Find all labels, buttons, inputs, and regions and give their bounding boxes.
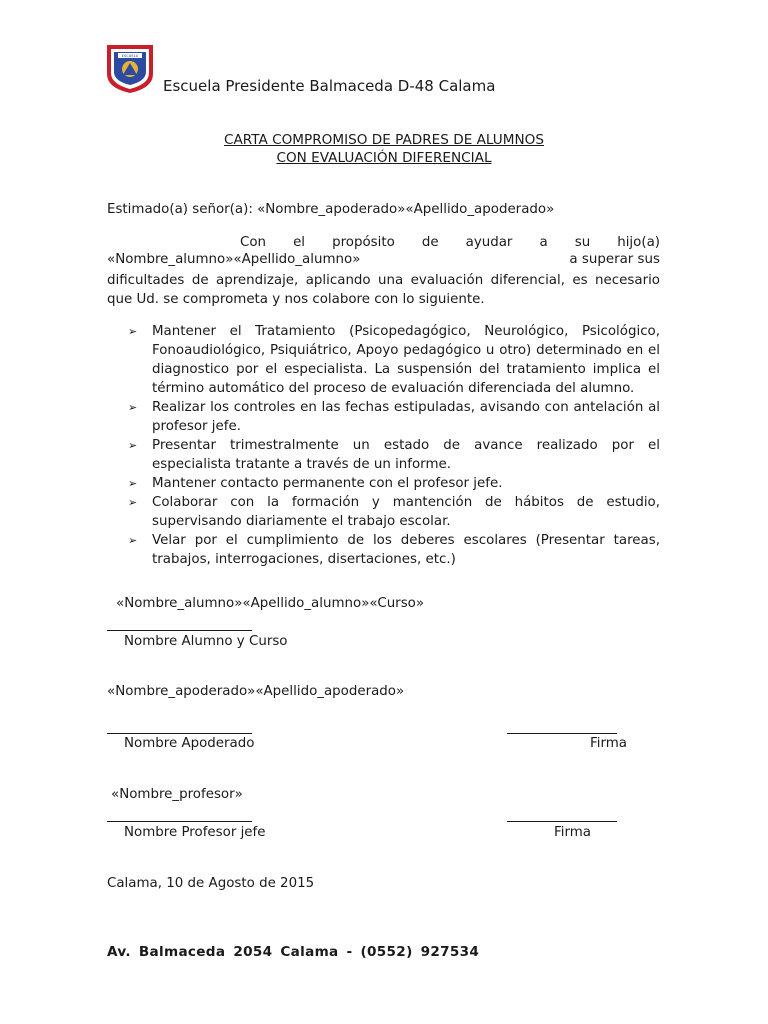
student-signature-line bbox=[107, 630, 252, 631]
teacher-firma-label: Firma bbox=[554, 825, 591, 840]
guardian-signature-line bbox=[107, 733, 252, 734]
commitment-item: ➢ Mantener el Tratamiento (Psicopedagógico, Neurológico, Psicológico, Fonoaudiológico, Psiquiátrico, Apoyo pedagógico u otro) determinado en el diagnostico por el especialista. La suspensión del tratamiento implica el término automático del proceso de evaluación diferenciada del alumno. bbox=[128, 324, 660, 396]
commitment-item: ➢ Velar por el cumplimiento de los deberes escolares (Presentar tareas, trabajos, interrogaciones, disertaciones, etc.) bbox=[128, 533, 660, 567]
logo-text: ESCUELA bbox=[121, 54, 139, 58]
footer-address: Av. Balmaceda 2054 Calama - (0552) 927534 bbox=[107, 944, 480, 960]
arrow-bullet-icon: ➢ bbox=[128, 534, 138, 547]
commitment-list bbox=[128, 322, 660, 569]
teacher-firma-line bbox=[507, 821, 617, 822]
commitment-item: ➢ Realizar los controles en las fechas estipuladas, avisando con antelación al profesor jefe. bbox=[128, 400, 660, 434]
intro-line-2-end: a superar sus bbox=[569, 252, 660, 267]
intro-line-1: Con el propósito de ayudar a su hijo(a) bbox=[240, 235, 660, 250]
student-name-field: «Nombre_alumno»«Apellido_alumno»«Curso» bbox=[116, 596, 425, 611]
commitment-item: ➢ Colaborar con la formación y mantención de hábitos de estudio, supervisando diariamente el trabajo escolar. bbox=[128, 495, 660, 529]
document-title-line1: CARTA COMPROMISO DE PADRES DE ALUMNOS bbox=[224, 132, 544, 148]
guardian-name-label: Nombre Apoderado bbox=[124, 736, 255, 751]
commitment-item: ➢ Presentar trimestralmente un estado de avance realizado por el especialista tratante a través de un informe. bbox=[128, 438, 660, 472]
school-name: Escuela Presidente Balmaceda D-48 Calama bbox=[163, 77, 496, 95]
guardian-firma-label: Firma bbox=[590, 736, 627, 751]
teacher-signature-line bbox=[107, 821, 252, 822]
teacher-name-label: Nombre Profesor jefe bbox=[124, 825, 266, 840]
teacher-name-field: «Nombre_profesor» bbox=[111, 787, 243, 802]
date-line: Calama, 10 de Agosto de 2015 bbox=[107, 876, 315, 891]
commitment-item: ➢ Mantener contacto permanente con el profesor jefe. bbox=[128, 476, 503, 491]
guardian-name-field: «Nombre_apoderado»«Apellido_apoderado» bbox=[107, 684, 405, 699]
intro-paragraph: dificultades de aprendizaje, aplicando una evaluación diferencial, es necesario que Ud. se comprometa y nos colabore con lo siguiente. bbox=[107, 273, 660, 307]
greeting: Estimado(a) señor(a): «Nombre_apoderado»«Apellido_apoderado» bbox=[107, 202, 555, 217]
arrow-bullet-icon: ➢ bbox=[128, 496, 138, 509]
arrow-bullet-icon: ➢ bbox=[128, 401, 138, 414]
document-title-line2: CON EVALUACIÓN DIFERENCIAL bbox=[276, 150, 492, 166]
student-name-label: Nombre Alumno y Curso bbox=[124, 634, 288, 649]
arrow-bullet-icon: ➢ bbox=[128, 477, 138, 490]
arrow-bullet-icon: ➢ bbox=[128, 439, 138, 452]
arrow-bullet-icon: ➢ bbox=[128, 325, 138, 338]
school-crest-logo bbox=[106, 44, 154, 94]
intro-student-field: «Nombre_alumno»«Apellido_alumno» bbox=[107, 252, 361, 267]
guardian-firma-line bbox=[507, 733, 617, 734]
